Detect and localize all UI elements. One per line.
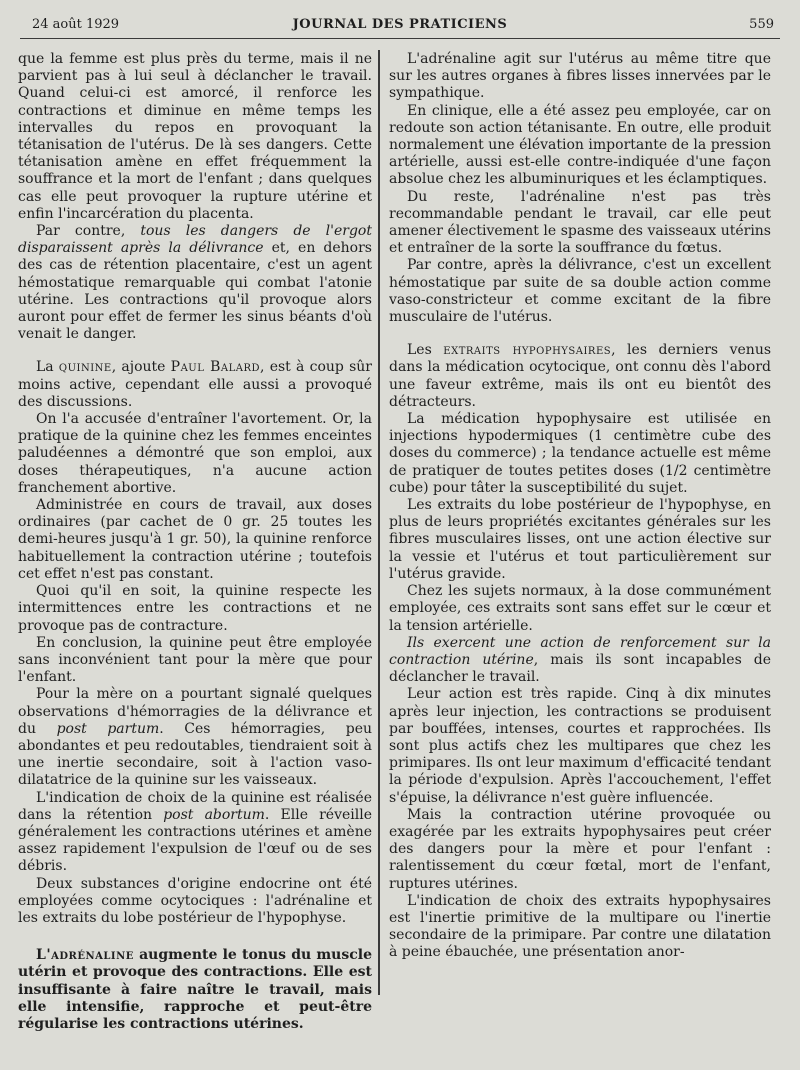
paragraph: Deux substances d'origine endocrine ont été employées comme ocytociques : l'adrénaline et les extraits du lobe postérieur de l'hypophyse. (18, 875, 372, 926)
paragraph: En conclusion, la quinine peut être employée sans inconvénient tant pour la mère que pour l'enfant. (18, 634, 372, 686)
column-divider (378, 50, 380, 995)
paragraph: Pour la mère on a pourtant signalé quelques observations d'hémorragies de la délivrance et du post partum. Ces hémorragies, peu abondantes et peu redoutables, tiendraient soit à une inertie secondaire, soit à l'action vaso-dilatatrice de la quinine sur les vaisseaux. (18, 686, 372, 789)
paragraph: L'adrénaline augmente le tonus du muscle utérin et provoque des contractions. Elle est insuffisante à faire naître le travail, mais elle intensifie, rapproche et peut-être régularise les contractions utérines. (18, 947, 372, 1032)
paragraph: Les extraits hypophysaires, les derniers venus dans la médication ocytocique, ont connu dès l'abord une faveur extrême, mais ils ont eu bientôt des détracteurs. (389, 342, 771, 410)
paragraph: Par contre, tous les dangers de l'ergot disparaissent après la délivrance et, en dehors des cas de rétention placentaire, c'est un agent hémostatique remarquable qui combat l'atonie utérine. Les contractions qu'il provoque alors auront pour effet de fermer les sinus béants d'où venait le danger. (18, 223, 372, 343)
paragraph: La médication hypophysaire est utilisée en injections hypodermiques (1 centimètre cube des doses du commerce) ; la tendance actuelle est même de pratiquer de toutes petites doses (1/2 centimètre cube) pour tâter la susceptibilité du sujet. (389, 411, 771, 496)
header-date: 24 août 1929 (32, 17, 120, 32)
right-column (389, 51, 771, 1051)
author-name: Paul Balard (170, 359, 261, 376)
paragraph: Leur action est très rapide. Cinq à dix minutes après leur injection, les contractions se produisent par bouffées, intenses, courtes et rapprochées. Ils sont plus actifs chez les multipares que chez les primipares. Ils ont leur maximum d'efficacité tendant la période d'expulsion. Après l'accouchement, l'effet s'épuise, la délivrance n'est guère influencée. (389, 686, 771, 806)
paragraph: Par contre, après la délivrance, c'est un excellent hémostatique par suite de sa double action comme vaso-constricteur et comme excitant de la fibre musculaire de l'utérus. (389, 257, 771, 326)
paragraph: Quoi qu'il en soit, la quinine respecte les intermittences entre les contractions et ne provoque pas de contracture. (18, 583, 372, 634)
paragraph: L'adrénaline agit sur l'utérus au même titre que sur les autres organes à fibres lisses innervées par le sympathique. (389, 51, 771, 102)
paragraph: On l'a accusée d'entraîner l'avortement. Or, la pratique de la quinine chez les femmes enceintes paludéennes a démontré que son emploi, aux doses thérapeutiques, n'a aucune action franchement abortive. (18, 411, 372, 496)
paragraph: Du reste, l'adrénaline n'est pas très recommandable pendant le travail, car elle peut amener électivement le spasme des vaisseaux utérins et entraîner de la sorte la souffrance du fœtus. (389, 188, 771, 257)
paragraph: L'indication de choix des extraits hypophysaires est l'inertie primitive de la multipare ou l'inertie secondaire de la primipare. Par contre une dilatation à peine ébauchée, une présentation anor- (389, 892, 771, 961)
left-column (18, 51, 372, 1051)
paragraph: Ils exercent une action de renforcement sur la contraction utérine, mais ils sont incapables de déclancher le travail. (389, 634, 771, 686)
paragraph: En clinique, elle a été assez peu employée, car on redoute son action tétanisante. En outre, elle produit normalement une élévation importante de la pression artérielle, aussi est-elle contre-indiquée d'une façon absolue chez les albuminuriques et les éclamptiques. (389, 102, 771, 188)
paragraph: Chez les sujets normaux, à la dose communément employée, ces extraits sont sans effet sur le cœur et la tension artérielle. (389, 583, 771, 634)
paragraph: La quinine, ajoute Paul Balard, est à coup sûr moins active, cependant elle aussi a provoqué des discussions. (18, 359, 372, 410)
paragraph: Les extraits du lobe postérieur de l'hypophyse, en plus de leurs propriétés excitantes générales sur les fibres musculaires lisses, ont une action élective sur la vessie et l'utérus et tout particulièrement sur l'utérus gravide. (389, 497, 771, 582)
keyword-extraits: extraits hypophysaires (443, 342, 612, 359)
journal-title: JOURNAL DES PRATICIENS (292, 17, 508, 32)
keyword-quinine: quinine (58, 359, 112, 376)
paragraph: Administrée en cours de travail, aux doses ordinaires (par cachet de 0 gr. 25 toutes les demi-heures jusqu'à 1 gr. 50), la quinine renforce habituellement la contraction utérine ; toutefois cet effet n'est pas constant. (18, 497, 372, 582)
paragraph: que la femme est plus près du terme, mais il ne parvient pas à lui seul à déclancher le travail. Quand celui-ci est amorcé, il renforce les contractions et diminue en même temps les intervalles du repos en provoquant la tétanisation de l'utérus. De là ses dangers. Cette tétanisation amène en effet fréquemment la souffrance et la mort de l'enfant ; dans quelques cas elle peut provoquer la rupture utérine et enfin l'incarcération du placenta. (18, 51, 372, 222)
page-number: 559 (749, 17, 774, 32)
paragraph: Mais la contraction utérine provoquée ou exagérée par les extraits hypophysaires peut créer des dangers pour la mère et pour l'enfant : ralentissement du cœur fœtal, mort de l'enfant, ruptures utérines. (389, 806, 771, 892)
paragraph: L'indication de choix de la quinine est réalisée dans la rétention post abortum. Elle réveille généralement les contractions utérines et amène assez rapidement l'expulsion de l'œuf ou de ses débris. (18, 789, 372, 875)
page-header (20, 14, 780, 39)
keyword-adrenaline: L'adrénaline (36, 947, 134, 964)
